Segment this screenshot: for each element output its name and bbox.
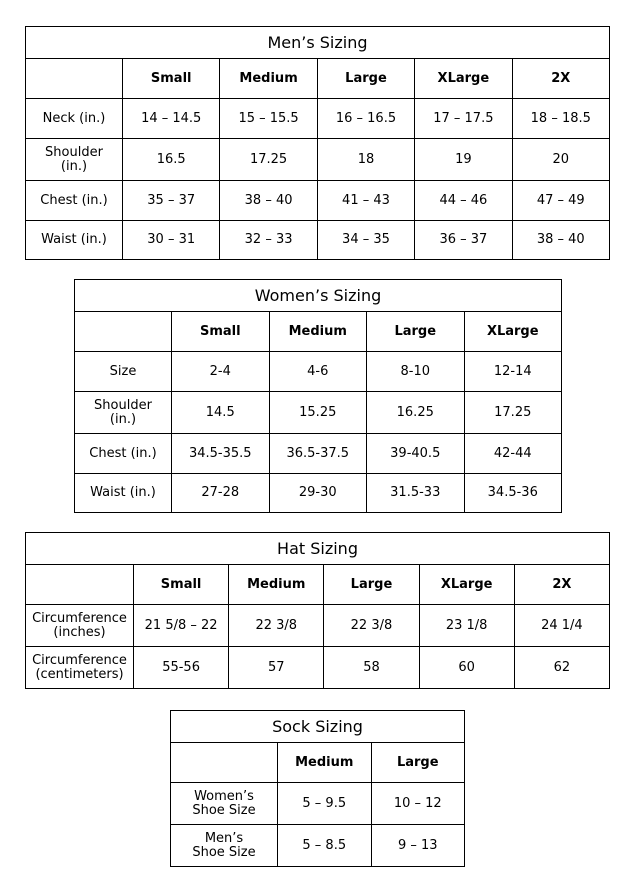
hat-table-title: Hat Sizing — [26, 533, 610, 565]
men-table-title: Men’s Sizing — [26, 27, 610, 59]
table-cell: 2-4 — [172, 352, 270, 392]
table-cell: 47 – 49 — [512, 181, 609, 221]
table-cell: 35 – 37 — [123, 181, 220, 221]
column-header: Large — [371, 743, 465, 783]
table-cell: 34.5-36 — [464, 474, 562, 513]
table-cell: 14.5 — [172, 392, 270, 434]
row-label: Circumference (centimeters) — [26, 647, 134, 689]
table-cell: 32 – 33 — [220, 221, 317, 260]
row-label: Circumference (inches) — [26, 605, 134, 647]
table-row — [26, 181, 610, 221]
column-header: Large — [324, 565, 419, 605]
column-header: Medium — [269, 312, 367, 352]
table-cell: 41 – 43 — [317, 181, 414, 221]
column-header: 2X — [512, 59, 609, 99]
table-cell: 24 1/4 — [514, 605, 609, 647]
table-row — [75, 352, 562, 392]
table-cell: 29-30 — [269, 474, 367, 513]
corner-cell — [171, 743, 278, 783]
column-header: XLarge — [464, 312, 562, 352]
table-cell: 22 3/8 — [324, 605, 419, 647]
column-header: Small — [134, 565, 229, 605]
table-cell: 5 – 8.5 — [278, 825, 372, 867]
corner-cell — [26, 565, 134, 605]
column-header: XLarge — [419, 565, 514, 605]
table-cell: 30 – 31 — [123, 221, 220, 260]
table-cell: 21 5/8 – 22 — [134, 605, 229, 647]
table-row — [171, 825, 465, 867]
column-header: Small — [123, 59, 220, 99]
table-cell: 10 – 12 — [371, 783, 465, 825]
table-row — [26, 647, 610, 689]
table-cell: 20 — [512, 139, 609, 181]
row-label: Waist (in.) — [26, 221, 123, 260]
table-cell: 36 – 37 — [415, 221, 512, 260]
column-header: Medium — [229, 565, 324, 605]
table-cell: 38 – 40 — [512, 221, 609, 260]
table-cell: 17.25 — [220, 139, 317, 181]
table-cell: 17.25 — [464, 392, 562, 434]
table-row — [26, 139, 610, 181]
sock-table-title: Sock Sizing — [171, 711, 465, 743]
table-cell: 8-10 — [367, 352, 465, 392]
table-cell: 9 – 13 — [371, 825, 465, 867]
table-cell: 12-14 — [464, 352, 562, 392]
table-row — [75, 474, 562, 513]
table-cell: 18 — [317, 139, 414, 181]
table-cell: 14 – 14.5 — [123, 99, 220, 139]
row-label: Waist (in.) — [75, 474, 172, 513]
table-cell: 44 – 46 — [415, 181, 512, 221]
table-cell: 42-44 — [464, 434, 562, 474]
mens-sizing-table — [25, 26, 610, 260]
table-cell: 23 1/8 — [419, 605, 514, 647]
row-label: Size — [75, 352, 172, 392]
table-cell: 15.25 — [269, 392, 367, 434]
table-cell: 18 – 18.5 — [512, 99, 609, 139]
column-header: XLarge — [415, 59, 512, 99]
column-header: Medium — [278, 743, 372, 783]
women-table-title: Women’s Sizing — [75, 280, 562, 312]
table-row — [26, 221, 610, 260]
table-cell: 27-28 — [172, 474, 270, 513]
table-cell: 16.25 — [367, 392, 465, 434]
table-cell: 55-56 — [134, 647, 229, 689]
table-row — [26, 605, 610, 647]
table-cell: 4-6 — [269, 352, 367, 392]
row-label: Women’s Shoe Size — [171, 783, 278, 825]
column-header: Small — [172, 312, 270, 352]
table-cell: 15 – 15.5 — [220, 99, 317, 139]
row-label: Chest (in.) — [26, 181, 123, 221]
row-label: Shoulder (in.) — [75, 392, 172, 434]
table-row — [171, 783, 465, 825]
table-cell: 62 — [514, 647, 609, 689]
table-cell: 22 3/8 — [229, 605, 324, 647]
table-row — [26, 99, 610, 139]
table-cell: 31.5-33 — [367, 474, 465, 513]
table-cell: 36.5-37.5 — [269, 434, 367, 474]
column-header: 2X — [514, 565, 609, 605]
row-label: Neck (in.) — [26, 99, 123, 139]
table-cell: 58 — [324, 647, 419, 689]
hat-sizing-table — [25, 532, 610, 689]
table-cell: 57 — [229, 647, 324, 689]
corner-cell — [75, 312, 172, 352]
table-cell: 34 – 35 — [317, 221, 414, 260]
sock-sizing-table — [170, 710, 465, 867]
womens-sizing-table — [74, 279, 562, 513]
table-cell: 5 – 9.5 — [278, 783, 372, 825]
table-cell: 16 – 16.5 — [317, 99, 414, 139]
corner-cell — [26, 59, 123, 99]
column-header: Large — [367, 312, 465, 352]
column-header: Large — [317, 59, 414, 99]
table-cell: 17 – 17.5 — [415, 99, 512, 139]
table-cell: 38 – 40 — [220, 181, 317, 221]
row-label: Shoulder (in.) — [26, 139, 123, 181]
table-cell: 39-40.5 — [367, 434, 465, 474]
table-cell: 19 — [415, 139, 512, 181]
table-row — [75, 392, 562, 434]
column-header: Medium — [220, 59, 317, 99]
row-label: Chest (in.) — [75, 434, 172, 474]
table-cell: 34.5-35.5 — [172, 434, 270, 474]
table-cell: 60 — [419, 647, 514, 689]
row-label: Men’s Shoe Size — [171, 825, 278, 867]
table-cell: 16.5 — [123, 139, 220, 181]
table-row — [75, 434, 562, 474]
